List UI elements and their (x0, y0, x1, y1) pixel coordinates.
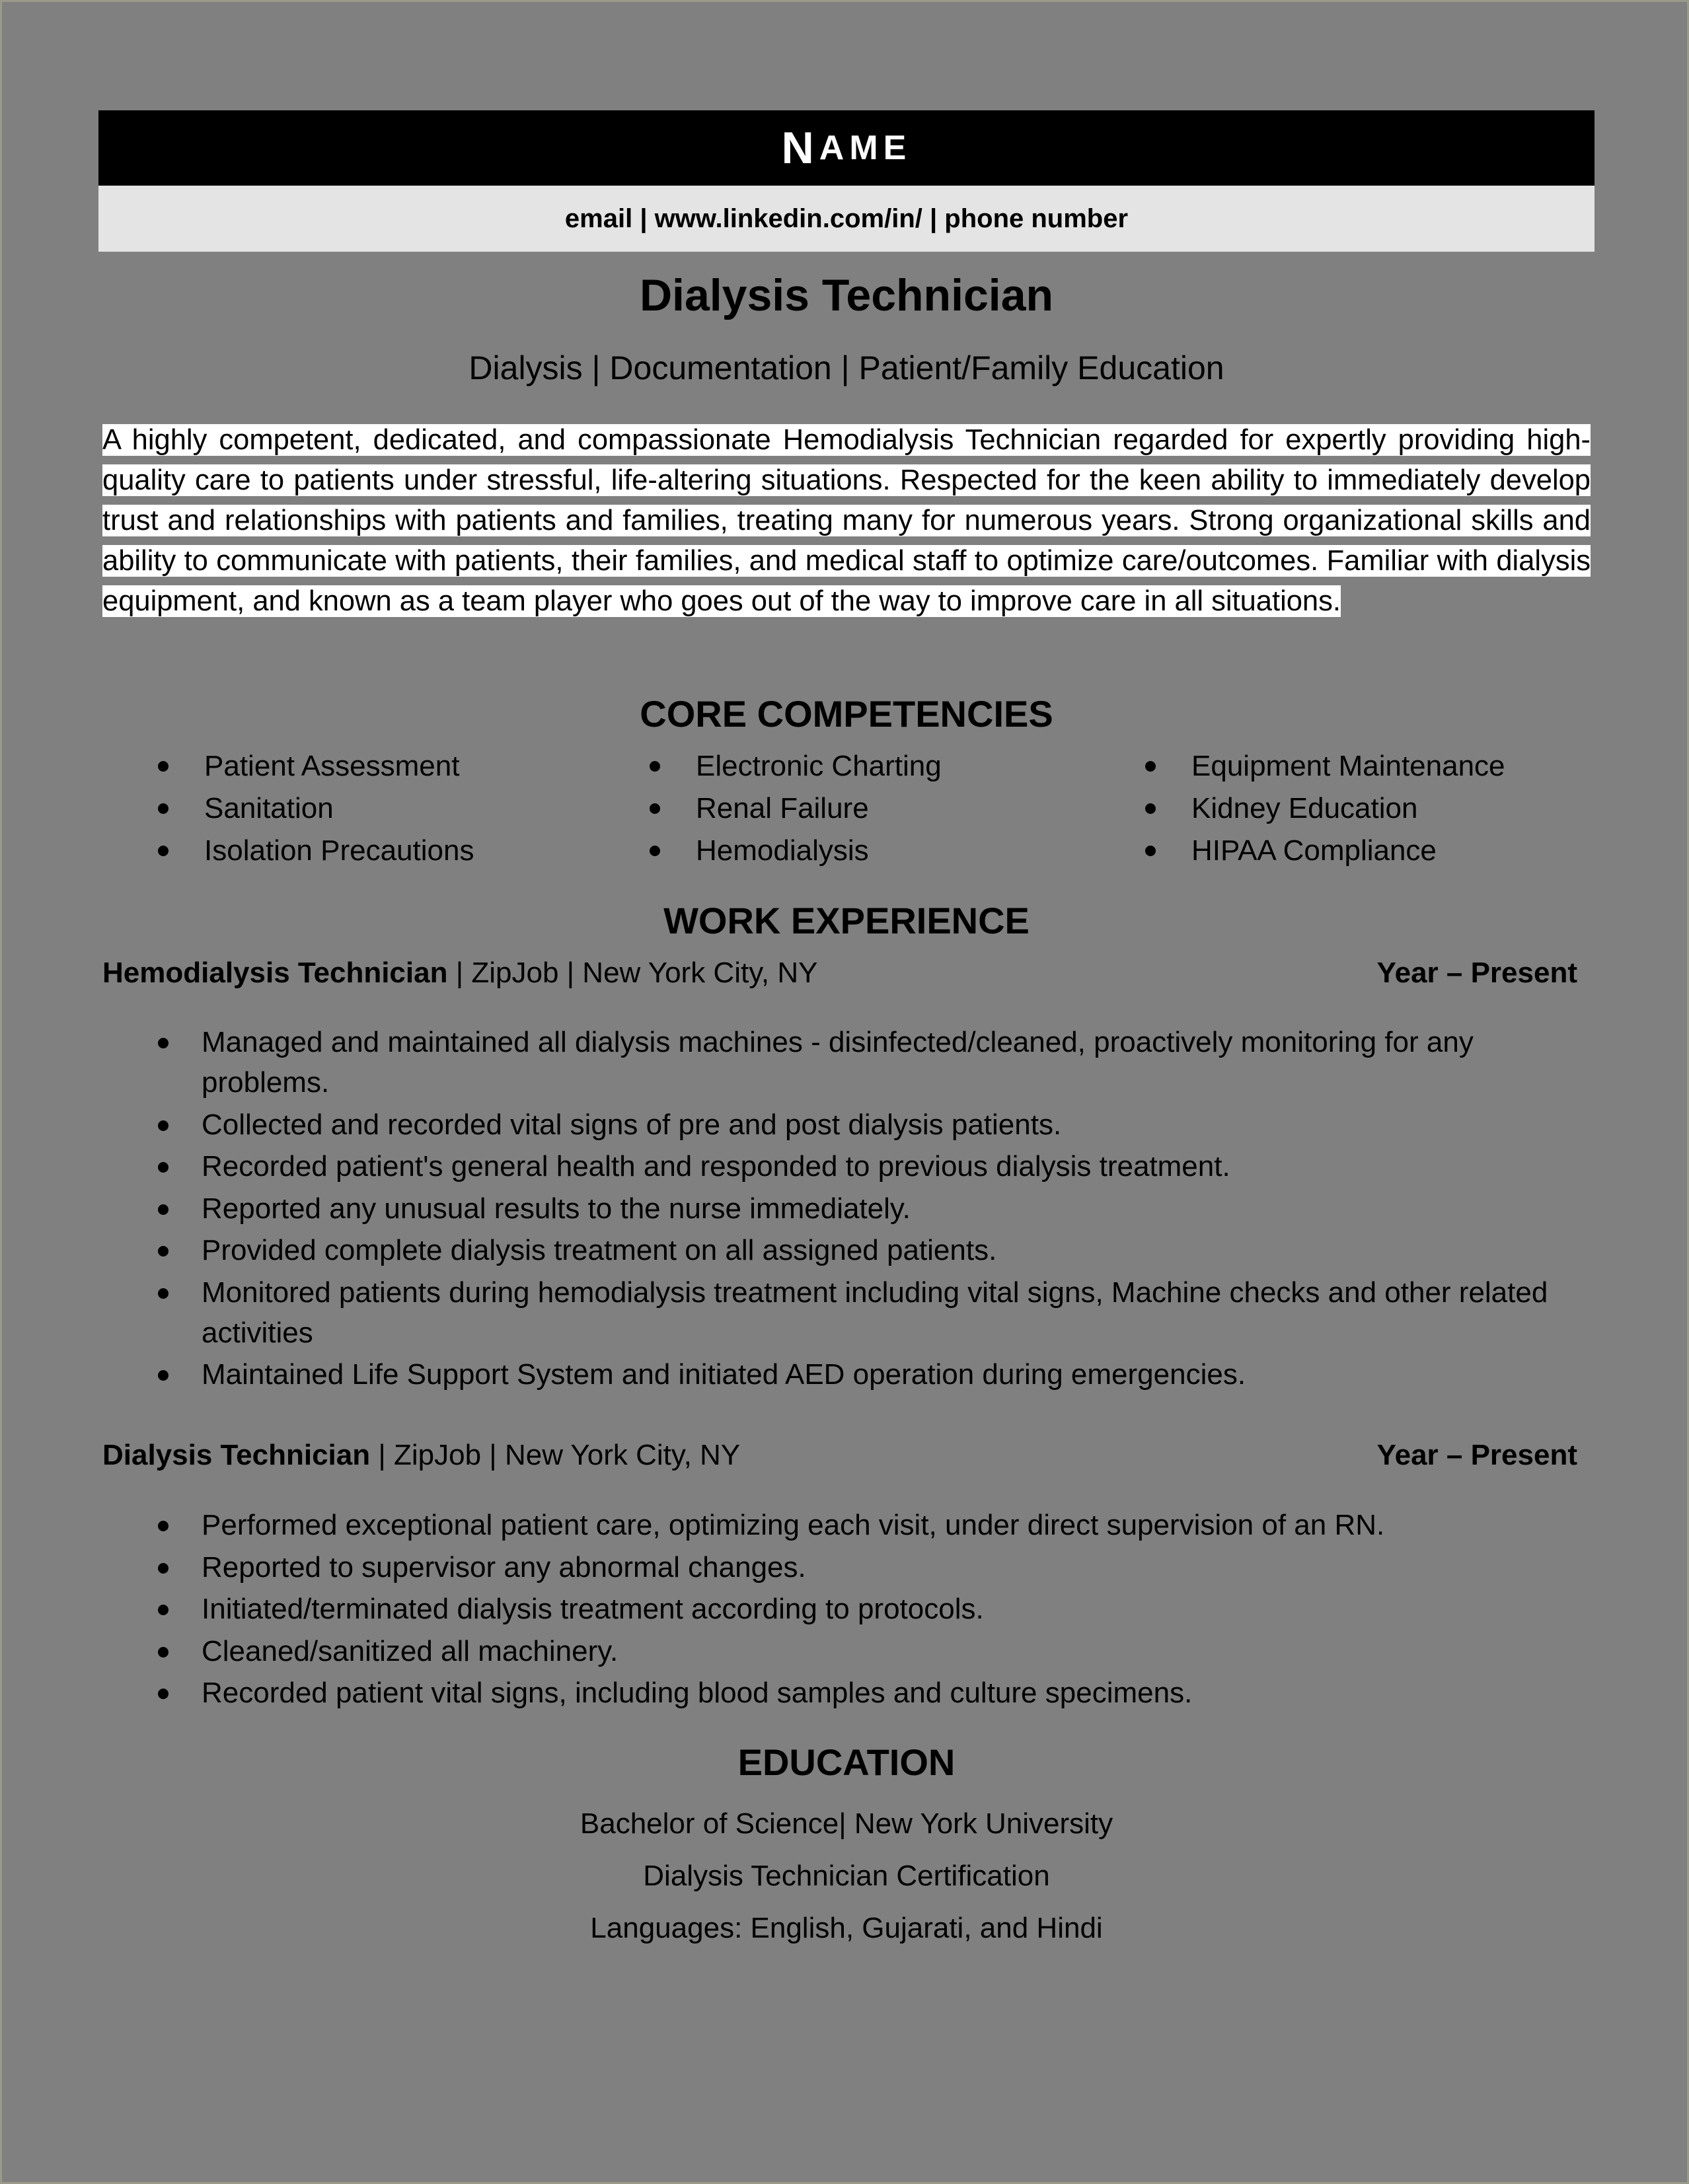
job-company-location: | ZipJob | New York City, NY (447, 957, 818, 989)
name-banner (98, 110, 1595, 186)
work-experience-heading: WORK EXPERIENCE (663, 900, 1030, 941)
name-initial: N (781, 123, 819, 173)
job-header (102, 1436, 1577, 1475)
job-company-location: | ZipJob | New York City, NY (370, 1439, 741, 1471)
list-item: Cleaned/sanitized all machinery. (153, 1631, 1573, 1671)
list-item: Recorded patient's general health and responded to previous dialysis treatment. (153, 1146, 1573, 1186)
summary-text: A highly competent, dedicated, and compassionate Hemodialysis Technician regarded for expertly providing high-quality care to patients under stressful, life-altering situations. Respected for the keen ability to immediately develop trust and relationships with patients and families, treating many for numerous years. Strong organizational skills and ability to communicate with patients, their families, and medical staff to optimize care/outcomes. Familiar with dialysis equipment, and known as a team player who goes out of the way to improve care in all situations. (102, 424, 1591, 617)
education-heading: EDUCATION (737, 1741, 956, 1783)
contact-line: email | www.linkedin.com/in/ | phone number (98, 186, 1595, 252)
list-item: Performed exceptional patient care, optimizing each visit, under direct supervision of an RN. (153, 1505, 1573, 1545)
resume-page: N AME email | www.linkedin.com/in/ | phone number Dialysis Technician Dialysis | Documentation | Patient/Family Education A highly competent, dedicated, and compassionate Hemodialysis Technician regarded for expertly providing high-quality care to patients under stressful, life-altering situations. Respected for the keen ability to immediately develop trust and relationships with patients and families, treating many for numerous years. Strong organizational skills and ability to communicate with patients, their families, and medical staff to optimize care/outcomes. Familiar with dialysis equipment, and known as a team player who goes out of the way to improve care in all situations. CORE COMPETENCIES Patient Assessment Sanitation Isolation Precautions Electronic Charting Renal Failure Hemodialysis Equipment Maintenance Kidney Education HIPAA Compliance WORK EXPERIENCE Hemodialysis Technician | ZipJob | New York City, NY Year – Present Managed and maintained all dialysis machines - disinfected/cleaned, proactively monitoring for any problems. Collected and recorded vital signs of pre and post dialysis patients. Recorded patient's general health and responded to previous dialysis treatment. Reported any unusual results to the nurse immediately. Provided complete dialysis treatment on all assigned patients. Monitored patients during hemodialysis treatment including vital signs, Machine checks and other related activities Maintained Life Support System and initiated AED operation during emergencies. Dialysis Technician | ZipJob | New York City, NY Year – Present Performed exceptional patient care, optimizing each visit, under direct supervision of an RN. Reported to supervisor any abnormal changes. Initiated/terminated dialysis treatment according to protocols. Cleaned/sanitized all machinery. Recorded patient vital signs, including blood samples and culture specimens. EDUCATION Bachelor of Science| New York University Dialysis Technician Certification Languages: English, Gujarati, and Hindi (0, 0, 1689, 2184)
bullet-icon (158, 803, 169, 814)
list-item: Provided complete dialysis treatment on all assigned patients. (153, 1230, 1573, 1270)
job-dates: Year – Present (1376, 1439, 1577, 1471)
job-bullets (153, 1022, 1573, 1397)
core-competencies-heading: CORE COMPETENCIES (640, 693, 1053, 735)
job-title-heading: Dialysis Technician (639, 270, 1054, 320)
bullet-icon (158, 761, 169, 772)
bullet-icon (650, 761, 660, 772)
bullet-icon (158, 846, 169, 856)
education-certification: Dialysis Technician Certification (643, 1860, 1050, 1892)
name-rest: AME (819, 129, 912, 167)
list-item: Collected and recorded vital signs of pre and post dialysis patients. (153, 1105, 1573, 1145)
list-item: Reported to supervisor any abnormal changes. (153, 1547, 1573, 1587)
bullet-icon (1145, 761, 1156, 772)
bullet-icon (1145, 803, 1156, 814)
bullet-icon (650, 846, 660, 856)
list-item: Managed and maintained all dialysis machines - disinfected/cleaned, proactively monitoring for any problems. (153, 1022, 1573, 1103)
job-title: Hemodialysis Technician (102, 957, 448, 989)
job-title: Dialysis Technician (102, 1439, 371, 1471)
list-item: Maintained Life Support System and initiated AED operation during emergencies. (153, 1354, 1573, 1395)
job-header (102, 953, 1577, 993)
list-item: Reported any unusual results to the nurse immediately. (153, 1188, 1573, 1229)
education-languages: Languages: English, Gujarati, and Hindi (590, 1912, 1103, 1944)
skills-subtitle: Dialysis | Documentation | Patient/Family Education (469, 349, 1224, 386)
bullet-icon (1145, 846, 1156, 856)
professional-summary (102, 420, 1591, 622)
list-item: Monitored patients during hemodialysis treatment including vital signs, Machine checks and other related activities (153, 1272, 1573, 1353)
list-item: Recorded patient vital signs, including blood samples and culture specimens. (153, 1673, 1573, 1713)
bullet-icon (650, 803, 660, 814)
job-bullets (153, 1505, 1573, 1715)
list-item: Initiated/terminated dialysis treatment according to protocols. (153, 1589, 1573, 1629)
job-dates: Year – Present (1376, 957, 1577, 989)
education-degree: Bachelor of Science| New York University (580, 1807, 1113, 1840)
